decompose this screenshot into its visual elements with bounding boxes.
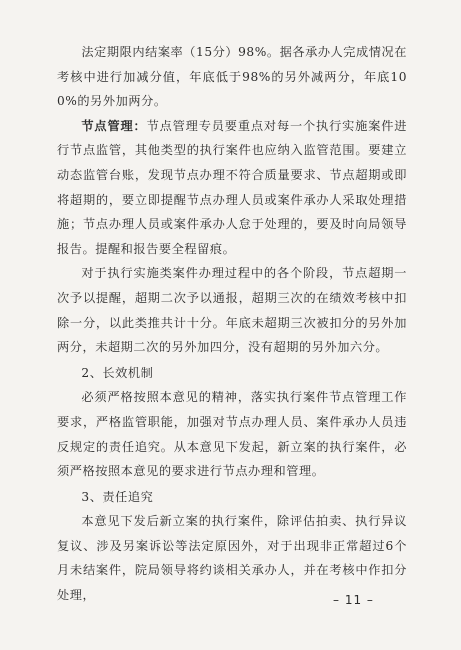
paragraph-long-term-mechanism: 必须严格按照本意见的精神，落实执行案件节点管理工作要求，严格监管职能，加强对节点办理人员、案件承办人员违反规定的责任追究。从本意见下发起，新立案的执行案件，必须严格按照本意见的要求进行节点办理和管理。 [57, 390, 407, 479]
section-heading-long-term: 2、长效机制 [81, 365, 154, 380]
paragraph-node-management [57, 114, 407, 262]
paragraph-accountability: 本意见下发后新立案的执行案件，除评估拍卖、执行异议复议、涉及另案诉讼等法定原因外，对于出现非正常超过6个月未结案件，院局领导将约谈相关承办人，并在考核中作扣分处理， [57, 514, 407, 603]
page-number: – 11 – [333, 593, 374, 607]
paragraph-closing-rate: 法定期限内结案率（15分）98%。据各承办人完成情况在考核中进行加减分值，年底低于98%的另外减两分，年底100%的另外加两分。 [57, 45, 407, 109]
node-management-text: 节点管理专员要重点对每一个执行实施案件进行节点监管，其他类型的执行案件也应纳入监管范围。要建立动态监管台账，发现节点办理不符合质量要求、节点超期或即将超期的，要立即提醒节点办理人员或案件承办人采取处理措施；节点办理人员或案件承办人怠于处理的，要及时向局领导报告。提醒和报告要全程留痕。 [57, 118, 408, 256]
section-heading-accountability: 3、责任追究 [81, 489, 154, 504]
document-body [57, 40, 407, 608]
paragraph-overdue-scoring: 对于执行实施类案件办理过程中的各个阶段，节点超期一次予以提醒，超期二次予以通报，超期三次的在绩效考核中扣除一分，以此类推共计十分。年底未超期三次被扣分的另外加两分，未超期二次的另外加四分，没有超期的另外加六分。 [57, 266, 407, 355]
node-management-label: 节点管理： [81, 118, 147, 133]
